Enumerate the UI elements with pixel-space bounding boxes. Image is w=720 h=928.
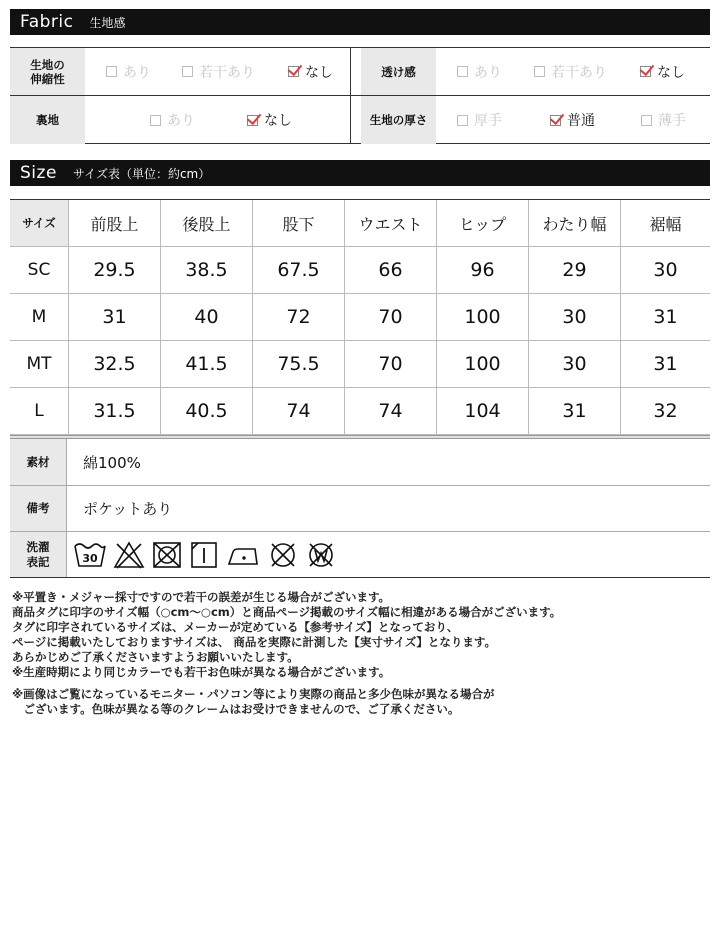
lining-option-nashi: なし [247, 110, 292, 130]
header-hem: 裾幅 [620, 200, 710, 246]
sheer-label: 透け感 [361, 48, 436, 95]
no-dry-clean-icon [267, 540, 299, 570]
checkbox-icon [534, 66, 545, 77]
size-cell: L [34, 401, 44, 421]
header-back-rise: 後股上 [160, 200, 252, 246]
notes-label: 備考 [10, 486, 67, 531]
notes-row [10, 485, 710, 531]
disclaimer-line: タグに印字されているサイズは、メーカーが定めている【参考サイズ】となっており、 [12, 620, 459, 634]
material-row [10, 439, 710, 485]
value-cell: 96 [436, 247, 528, 293]
fabric-section-header [10, 9, 710, 35]
value-cell: 41.5 [160, 341, 252, 387]
stretch-option-jakkan: 若干あり [182, 62, 255, 82]
value-cell: 66 [344, 247, 436, 293]
thickness-option-atsude: 厚手 [457, 110, 502, 130]
size-cell: SC [27, 260, 51, 280]
value-cell: 72 [252, 294, 344, 340]
line-dry-shade-icon [189, 540, 219, 570]
value-cell: 75.5 [252, 341, 344, 387]
size-table [10, 199, 710, 435]
table-row [10, 388, 710, 435]
value-cell: 32.5 [68, 341, 160, 387]
no-bleach-icon [113, 540, 145, 570]
header-thigh: わたり幅 [528, 200, 620, 246]
disclaimer-line: ございます。色味が異なる等のクレームはお受けできませんので、ご了承ください。 [12, 702, 460, 716]
value-cell: 31 [68, 294, 160, 340]
value-cell: 40 [160, 294, 252, 340]
value-cell: 104 [436, 388, 528, 434]
fabric-row-2 [10, 96, 710, 144]
disclaimer-line: ※生産時期により同じカラーでも若干お色味が異なる場合がございます。 [12, 665, 391, 679]
checked-checkbox-icon [550, 115, 561, 126]
iron-low-icon [225, 540, 261, 570]
checked-checkbox-icon [247, 115, 258, 126]
table-row [10, 247, 710, 294]
value-cell: 31 [620, 294, 710, 340]
notes-value: ポケットあり [83, 500, 173, 518]
value-cell: 70 [344, 341, 436, 387]
disclaimer-notes [12, 590, 712, 717]
header-size: サイズ [10, 200, 68, 246]
value-cell: 67.5 [252, 247, 344, 293]
fabric-divider [350, 47, 351, 144]
fabric-title-jp: 生地感 [89, 15, 126, 30]
lining-option-ari: あり [150, 110, 195, 130]
checkbox-icon [182, 66, 193, 77]
no-tumble-dry-icon [151, 540, 183, 570]
disclaimer-line: ※画像はご覧になっているモニター・パソコン等により実際の商品と多少色味が異なる場合が [12, 687, 495, 701]
value-cell: 29 [528, 247, 620, 293]
lining-label: 裏地 [10, 96, 85, 144]
size-title-en: Size [20, 163, 57, 183]
header-hip: ヒップ [436, 200, 528, 246]
checked-checkbox-icon [640, 66, 651, 77]
info-table [10, 439, 710, 578]
size-section-header [10, 160, 710, 186]
care-row [10, 531, 710, 577]
value-cell: 30 [528, 294, 620, 340]
value-cell: 70 [344, 294, 436, 340]
header-front-rise: 前股上 [68, 200, 160, 246]
table-row [10, 341, 710, 388]
size-cell: M [31, 307, 47, 327]
table-row [10, 294, 710, 341]
disclaimer-line: ※平置き・メジャー採寸ですので若干の誤差が生じる場合がございます。 [12, 590, 391, 604]
sheer-option-ari: あり [457, 62, 502, 82]
fabric-row-1 [10, 48, 710, 96]
checkbox-icon [457, 115, 468, 126]
value-cell: 100 [436, 341, 528, 387]
material-label: 素材 [10, 439, 67, 485]
checked-checkbox-icon [288, 66, 299, 77]
header-waist: ウエスト [344, 200, 436, 246]
fabric-title-en: Fabric [20, 12, 74, 32]
value-cell: 32 [620, 388, 710, 434]
disclaimer-line: 商品タグに印字のサイズ幅（○cm～○cm）と商品ページ掲載のサイズ幅に相違がある場合がございます。 [12, 605, 562, 619]
wash-30-icon [73, 540, 107, 570]
no-wet-clean-icon [305, 540, 337, 570]
value-cell: 74 [252, 388, 344, 434]
checkbox-icon [106, 66, 117, 77]
checkbox-icon [150, 115, 161, 126]
svg-text:30: 30 [82, 551, 98, 565]
care-label: 洗濯 表記 [10, 532, 67, 577]
value-cell: 100 [436, 294, 528, 340]
value-cell: 38.5 [160, 247, 252, 293]
care-icons [67, 532, 337, 577]
checkbox-icon [457, 66, 468, 77]
thickness-label: 生地の厚さ [361, 96, 436, 144]
stretch-label: 生地の 伸縮性 [10, 48, 85, 95]
checkbox-icon [641, 115, 652, 126]
value-cell: 31 [528, 388, 620, 434]
value-cell: 30 [620, 247, 710, 293]
value-cell: 31.5 [68, 388, 160, 434]
size-cell: MT [26, 354, 52, 374]
value-cell: 29.5 [68, 247, 160, 293]
value-cell: 40.5 [160, 388, 252, 434]
sheer-option-nashi: なし [640, 62, 685, 82]
value-cell: 31 [620, 341, 710, 387]
fabric-table [10, 47, 710, 144]
size-title-jp: サイズ表（単位：約cm） [72, 166, 211, 181]
material-value: 綿100% [83, 453, 141, 472]
size-table-header [10, 200, 710, 247]
disclaimer-line: あらかじめご了承くださいますようお願いいたします。 [12, 650, 299, 664]
thickness-option-usude: 薄手 [641, 110, 686, 130]
stretch-option-nashi: なし [288, 62, 333, 82]
thickness-option-futsu: 普通 [550, 110, 595, 130]
disclaimer-line: ページに掲載いたしておりますサイズは、 商品を実際に計測した【実寸サイズ】となります。 [12, 635, 497, 649]
stretch-option-ari: あり [106, 62, 151, 82]
value-cell: 74 [344, 388, 436, 434]
value-cell: 30 [528, 341, 620, 387]
sheer-option-jakkan: 若干あり [534, 62, 607, 82]
header-inseam: 股下 [252, 200, 344, 246]
